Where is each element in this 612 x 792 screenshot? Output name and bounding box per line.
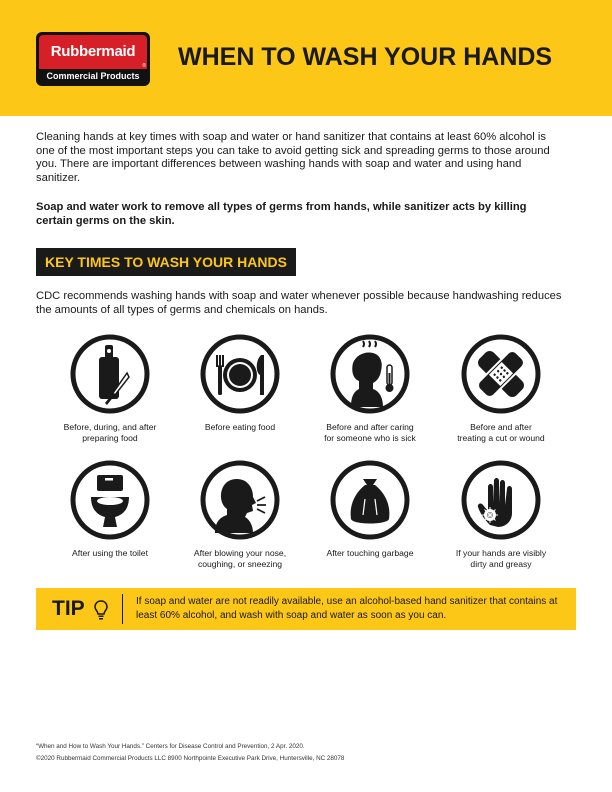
- key-time-eating: [175, 333, 305, 433]
- key-time-toilet: [45, 459, 175, 559]
- key-time-caring-sick: [305, 333, 435, 444]
- logo-brand: Rubbermaid: [39, 35, 147, 69]
- key-time-dirty-hands: [436, 459, 566, 570]
- header-banner: [0, 0, 612, 116]
- key-time-caption: After blowing your nose, coughing, or sneezing: [193, 548, 287, 569]
- key-time-caption: After using the toilet: [72, 548, 148, 558]
- food-prep-icon: [69, 333, 151, 415]
- logo-registered-mark: ®: [142, 63, 146, 69]
- intro-bold-paragraph: Soap and water work to remove all types of germs from hands, while sanitizer acts by killing certain germs on the skin.: [36, 201, 527, 227]
- sneeze-icon: [199, 459, 281, 541]
- tip-text: If soap and water are not readily available, use an alcohol-based hand sanitizer that contains at least 60% alcohol, and wash with soap and water as soon as you can.: [136, 596, 558, 621]
- key-time-caption: Before eating food: [204, 422, 276, 432]
- plate-utensils-icon: [199, 333, 281, 415]
- lightbulb-icon: [94, 600, 108, 620]
- dirty-hand-icon: [460, 459, 542, 541]
- tip-label: TIP: [52, 597, 85, 620]
- logo-subtitle: Commercial Products: [46, 71, 140, 81]
- footer-citation: “When and How to Wash Your Hands.” Centers for Disease Control and Prevention, 2 Apr. 2020.: [36, 743, 305, 750]
- section-heading: [36, 248, 296, 276]
- tip-banner: [36, 588, 576, 630]
- section-heading-text: KEY TIMES TO WASH YOUR HANDS: [45, 254, 287, 270]
- cdc-paragraph: CDC recommends washing hands with soap and water whenever possible because handwashing reduces the amounts of all types of germs and chemicals on hands.: [36, 290, 562, 316]
- page-title: WHEN TO WASH YOUR HANDS: [178, 43, 553, 71]
- key-time-caption: Before and after caring for someone who is sick: [324, 422, 416, 443]
- intro-paragraph: Cleaning hands at key times with soap and water or hand sanitizer that contains at least 60% alcohol is one of the most important steps you can take to avoid getting sick and spreading germs to those around you. There are important differences between washing hands with soap and water and using hand sanitizer.: [36, 131, 550, 184]
- key-time-wound: [436, 333, 566, 444]
- key-time-caption: If your hands are visibly dirty and greasy: [455, 548, 547, 569]
- footer-copyright: ©2020 Rubbermaid Commercial Products LLC 8900 Northpointe Executive Park Drive, Huntersville, NC 28078: [36, 755, 345, 762]
- key-time-garbage: [305, 459, 435, 559]
- rubbermaid-logo: [36, 32, 150, 86]
- garbage-bag-icon: [329, 459, 411, 541]
- bandage-icon: [460, 333, 542, 415]
- key-time-caption: Before, during, and after preparing food: [63, 422, 157, 443]
- key-time-caption: Before and after treating a cut or wound: [457, 422, 545, 443]
- tip-divider: [122, 594, 123, 624]
- sick-person-icon: [329, 333, 411, 415]
- key-time-sneezing: [175, 459, 305, 570]
- key-time-caption: After touching garbage: [326, 548, 414, 558]
- toilet-icon: [69, 459, 151, 541]
- key-time-food-prep: [45, 333, 175, 444]
